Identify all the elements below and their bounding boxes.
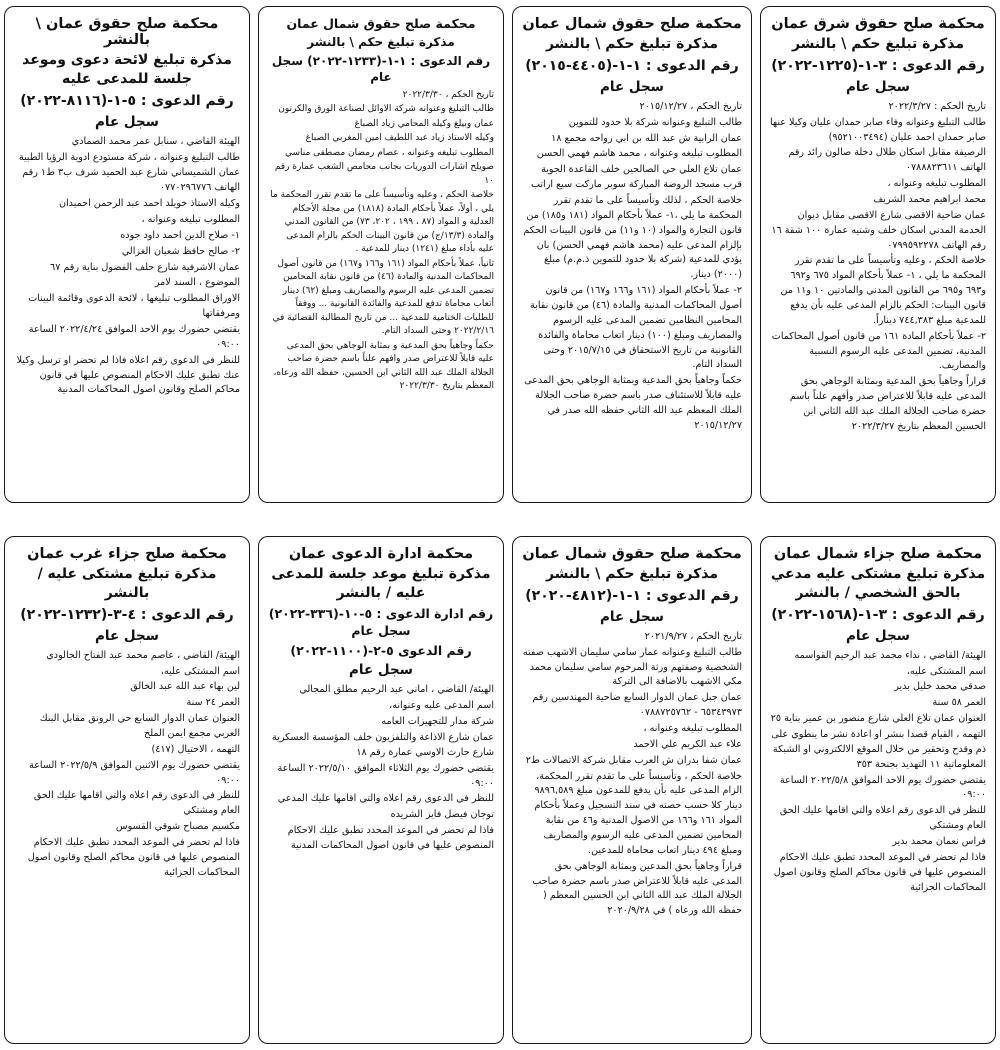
notice-line: للنظر في الدعوى رقم اعلاه فاذا لم تحضر او ترسل وكيلا عنك تطبق عليك الاحكام المنصوص عليها في قانون محاكم الصلح وقانون اصول المحاكمات المدنية [16,354,240,396]
case-number: رقم الدعوى : ١-١-(١٢٣٣-٢٠٢٢) سجل عام [271,54,491,85]
notice-line: صويلح اشارات الدوريات بجانب محامص الشعب عمارة رقم ١٠ [274,162,494,186]
notice-line: وكيله الاستاذ زياد عبد اللطيف امين المغربي الصباغ [305,133,494,144]
notice-line: وكيله الاستاذ خويلد احمد عبد الرحمن احميدان [58,198,240,210]
court-name: محكمة ادارة الدعوى عمان [288,546,474,562]
notice-7 [258,536,504,1044]
notice-type: مذكرة تبليغ حكم \ بالنشر [307,35,455,49]
notice-line: شركة مدار للتجهيزات العامه [381,716,494,728]
notice-line: العمر ٥٨ سنة [932,697,986,709]
notice-line: للنظر في الدعوى رقم اعلاه والتي اقامها عليك الحق العام ومشتكي [779,805,986,832]
notice-line: خلاصة الحكم ، لذلك وتأسيساً على ما تقدم تقرر المحكمة ما يلي ،١- عملاً بأحكام المواد (١٨١ و١٨٥) من قانون التجارة والمواد (١٠ و١١) من قانون البينات الحكم بإلزام المدعى عليه (محمد هاشم فهمي الحسن) بان يؤدي للمدعية (شركة بلا حدود للتموين ذ.م.م) مبلغ (٢٠٠٠) دينار. [523,194,742,281]
registry-label: سجل عام [846,627,910,644]
notice-line: تاريخ الحكم ، ٢٠٢١/٩/٢٧ [644,630,742,642]
notice-line: ٢- عملاً بأحكام المادة ١٦١ من قانون أصول المحاكمات المدنية، تضمين المدعى عليه الرسوم النسبية والمصاريف. [771,330,986,372]
registry-label: سجل عام [600,78,664,95]
notice-line: اسم المدعى عليه وعنوانه، [389,700,494,712]
notice-line: مكسيم مصباح شوقي القسوس [115,821,240,833]
registry-label: سجل عام [349,662,413,679]
court-name: محكمة صلح حقوق شمال عمان [522,546,742,562]
notice-body [268,683,494,853]
notice-line: الموضوع ، السند لامر [154,277,240,289]
registry-label: سجل عام [600,608,664,625]
notice-line: الاوراق المطلوب تبليغها ، لائحة الدعوى وقائمة البينات ومرفقاتها [28,293,240,320]
notice-type: مذكرة تبليغ مشتكى عليه مدعي بالحق الشخصي / بالنشر [770,566,986,601]
notice-line: تاريخ الحكم ، ٢٠١٥/١٢/٢٧ [639,100,742,112]
notice-type: مذكرة تبليغ حكم \ بالنشر [791,36,965,52]
court-name: محكمة صلح حقوق شمال عمان [286,16,476,31]
notice-5 [760,536,996,1044]
notice-line: عمان جبل عمان الدوار السابع ضاحية المهندسين رقم ٦٥٣٤٣٩٧٣ - ٠٧٨٨٧٢٥٧٦٢ [532,692,742,719]
notice-2 [512,6,752,503]
notice-4 [4,6,250,503]
case-number: رقم الدعوى : ٥-١-(٨١١٦-٢٠٢٢) [20,92,234,109]
notice-body [522,630,742,919]
notice-line: محمد ابراهيم محمد الشريف [873,193,986,205]
notice-line: خلاصة الحكم ، وتأسيساً على ما تقدم تقرر المحكمة، الزام المدعى عليه بأن يدفع للمدعون مبلغ ٩٨٩٦,٥٨٩ دينار كلا حسب حصته في سند التسجيل وعملاً بأحكام المواد ١٦١ و١٦٦ من الاصول المدنية و٤٦ من نقابة المحامين تضمين المدعى عليه الرسوم والمصاريف ومبلغ ٤٩٤ دينار اتعاب محاماة للمدعين. [534,770,742,856]
notice-line: فراس نعمان محمد بدير [892,835,986,847]
notice-line: عمان ضاحية الاقصى شارع الاقصى مقابل ديوان الخدمة المدني اسكان خلف وشتيه عمارة ١٠٠ شقة ١٦ رقم الهاتف ٠٧٩٩٥٩٢٢٧٨ [771,209,986,251]
notice-line: العنوان عمان الدوار السابع حي الرونق مقابل البنك العربي مجمع ايمن الملخ [39,713,240,739]
notice-line: عمان الرابية ش عبد الله بن ابي رواحه مجمع ١٨ [551,132,742,144]
notice-line: صدقي محمد خليل بدير [894,681,986,693]
notice-line: ٢- عملاً بأحكام المواد (١٦١ و١٦٦ و١٦٧) من قانون أصول المحاكمات المدنية والمادة (٤٦) من قانون نقابة المحامين النظامين تضمين المدعى عليه الرسوم والمصاريف ومبلغ (١٠٠) دينار اتعاب محاماة والفائدة القانونية من تاريخ الاستحقاق في ٢٠١٥/٧/١٥ وحتى السداد التام. [530,285,742,371]
registry-label: سجل عام [95,627,159,644]
notice-line: طالب التبليغ وعنوانه وفاء صابر حمدان عليان وكيلا عنها صابر حمدان احمد عليان (٩٥٢١٠٠٣٤٩٤) [770,116,986,143]
notice-line: العمر ٢٤ سنة [186,697,240,709]
notice-line: تاريخ الحكم : ٢٠٢٢/٣/٢٧ [888,100,986,112]
notice-line: لين بهاء عبد الله عبد الخالق [130,681,240,693]
notice-line: عمان وبيلغ وكيله المحامي زياد الصباغ [354,118,494,129]
notice-line: المطلوب تبليغه وعنوانه ، [887,178,986,190]
notice-type: مذكرة تبليغ مشتكى عليه / بالنشر [37,566,217,601]
notice-line: اسم المشتكى عليه، [160,665,240,677]
notice-line: المطلوب تبليغه وعنوانه ، عصام رمضان مصطفى مناسي [284,147,494,158]
notice-line: يقتضي حضورك يوم الاحد الموافق ٢٠٢٢/٤/٢٤ الساعة ٠٩:٠٠ [28,323,240,350]
notice-line: التهمه ، الاحتيال (٤١٧) [151,743,240,755]
notice-1 [760,6,996,503]
notice-line: توجان فيصل فايز الشريده [390,809,494,821]
notice-line: حكماً وجاهياً بحق المدعية و بمثابة الوجاهي بحق المدعى عليه قابلاً للاعتراض صدر وافهم علناً باسم حضرة صاحب الجلالة الملك عبد الله الثاني ابن الحسين، حفظه الله ورعاه، المعظم بتاريخ ٢٠٢٢/٣/٣٠ [273,340,494,392]
notice-line: المطلوب تبليغه وعنوانه ، [643,722,742,734]
registry-label: سجل عام [95,113,159,130]
notice-line: حكماً وجاهياً بحق المدعية وبمثابة الوجاهي بحق المدعى عليه قابلاً للاستئناف صدر باسم حضرة صاحب الجلالة الملك المعظم عبد الله الثاني حفظه الله صدر في ٢٠١٥/١٢/٢٧ [524,375,742,431]
notice-line: التهمه ، القيام قصدا بنشر او اعادة نشر ما ينطوي على ذم وقدح وتحقير من خلال الموقع الالكتروني او الشبكة المعلوماتية ١١ التهديد بجنحة ٣٥٣ [771,728,986,770]
case-number: رقم الدعوى : ٣-١-(١٢٢٥-٢٠٢٢) [771,57,985,74]
notice-line: الهيئة/ القاضي ، نداء محمد عبد الرحيم القواسمه [794,649,986,661]
notice-line: الهيئة القاضي ، سنابل عمر محمد الصمادي [71,135,240,147]
notice-line: العنوان عمان تلاع العلي شارع منصور بن عمير بناية ٢٥ [770,713,986,725]
notice-body [14,135,240,399]
notice-line: يقتضي حضورك يوم الاثنين الموافق ٢٠٢٢/٥/٩ الساعة ٠٩:٠٠ [29,759,240,786]
notice-line: عمان شفا بدران ش العرب مقابل شركة الاتصالات ط٢ [525,754,742,766]
notice-line: طالب التبليغ وعنوانه عمار سامي سليمان الاشهب صفته الشخصية وصفتهم ورثة المرحوم سامي سليمان محمد مكي الاشهب بالاضافة الى التركة [522,646,742,688]
notice-8 [4,536,250,1044]
notice-body [268,89,494,394]
notice-line: طالب التبليغ وعنوانه ، شركة مستودع ادوية الرؤيا الطبية [18,151,240,163]
notice-line: الهيئة/ القاضي ، عاصم محمد عبد الفتاح الجالودي [46,649,240,661]
case-number: رقم الدعوى : ١-١-(٤٨١٢-٢٠٢٠) [525,587,739,604]
notice-line: فاذا لم تحضر في الموعد المحدد تطبق عليك الاحكام المنصوص عليها في قانون محاكم الصلح وقانون اصول المحاكمات الجزائية [773,851,986,893]
notice-line: طالب التبليغ وعنوانه شركة بلا حدود للتموين [568,116,742,128]
case-number: رقم الدعوى : ٤-٣-(١٢٣٢-٢٠٢٢) [20,606,234,623]
notice-line: المطلوب تبليغه وعنوانه ، [141,213,240,225]
court-name: محكمة صلح جزاء شمال عمان [773,546,983,562]
notice-line: للنظر في الدعوى رقم اعلاه والتي اقامها عليك الحق العام ومشتكي [33,790,240,817]
notice-line: عمان الشميساني شارع عبد الحميد شرف ب٣ ط١ رقم الهاتف ٠٧٧٠٢٩٦٧٧٦ [22,167,240,194]
notice-type: مذكرة تبليغ لائحة دعوى وموعد جلسة للمدعى عليه [22,52,232,87]
court-name: محكمة صلح حقوق عمان \ بالنشر [35,16,219,48]
notice-line: عمان الاشرفية شارع حلف الفضول بناية رقم ٦٧ [50,261,240,273]
notice-line: الرصيفة مقابل اسكان طلال دخلة صالون رائد رقم الهاتف ٠٧٨٨٨٢٣٦١١ [788,147,986,174]
notice-line: الهيئة/ القاضي ، اماني عبد الرحيم مطلق المجالي [299,684,494,696]
court-name: محكمة صلح حقوق شمال عمان [522,16,742,32]
notice-type: مذكرة تبليغ موعد جلسة للمدعى عليه / بالنشر [271,566,491,601]
court-name: محكمة صلح جزاء غرب عمان [27,546,227,562]
case-number: رقم الدعوى : ٣-١-(١٥٦٨-٢٠٢٢) [771,606,985,623]
notice-body [770,649,986,896]
court-name: محكمة صلح حقوق شرق عمان [771,16,985,32]
notice-line: تاريخ الحكم ، ٢٠٢٢/٣/٣٠ [402,89,494,100]
notice-type: مذكرة تبليغ حكم \ بالنشر [545,566,719,582]
case-number: رقم الدعوى : ١-١-(٤٤٠٥-٢٠١٥) [525,57,739,74]
notice-line: المطلوب تبليغه وعنوانه ، محمد هاشم فهمي الحسن [536,148,742,160]
notice-3 [258,6,504,503]
notice-line: خلاصة الحكم ، وعليه وتأسيساً على ما تقدم تقرر المحكمة ما يلي ، أولاً، عملاً بأحكام المادة (١٨١٨) من مجلة الأحكام العدلية و المواد (٨٧ ، ١٩٩ ، ٢٠٢، ٧٣) من القانون المدني والمادة (١٣/٣/ج) من قانون البينات الحكم بالزام المدعى عليه بأداء مبلغ (١٢٤١) دينار للمدعية . [270,190,494,255]
notice-line: يقتضي حضورك يوم الثلاثاء الموافق ٢٠٢٢/٥/١٠ الساعة ٠٩:٠٠ [277,762,494,789]
notice-6 [512,536,752,1044]
notice-line: ١- صلاح الدين احمد داود جوده [120,229,240,241]
notice-line: عمان شارع الاذاعة والتلفزيون خلف المؤسسة العسكرية شارع حارث الاوسي عمارة رقم ١٨ [272,731,494,758]
notice-line: علاء عبد الكريم علي الاحمد [633,738,742,750]
notice-line: ٢- صالح حافظ شعبان الغزالي [121,245,240,257]
notice-line: عمان تلاع العلي حي الصالحين خلف القاعدة الجوية قرب مسجد الروضة المباركة سوبر ماركت سيع اراتب [530,164,742,191]
notice-line: قراراً وجاهياً بحق المدعين وبمثابة الوجاهي بحق المدعى عليه قابلاً للاعتراض صدر باسم حضرة صاحب الجلالة الملك عبد الله الثاني ابن الحسين المعظم ( حفظه الله ورعاه ) في ٢٠٢٠/٩/٢٨ [532,860,742,917]
notice-type: مذكرة تبليغ حكم \ بالنشر [545,36,719,52]
case-management-number: رقم ادارة الدعوى : ٥-١٠-(٣٣٦-٢٠٢٢) سجل عام [268,605,494,638]
notice-line: للنظر في الدعوى رقم اعلاه والتي اقامها عليك المدعي [277,793,494,805]
registry-label: سجل عام [846,78,910,95]
notice-line: اسم المشتكى عليه، [906,665,986,677]
notice-line: طالب التبليغ وعنوانه شركة الاوائل لصناعة الورق والكرتون [278,104,494,115]
notice-body [770,100,986,435]
notice-line: ثانياً، عملاً بأحكام المواد (١٦١ و١٦٦ و١٦٧) من قانون أصول المحاكمات المدنية والمادة (٤٦) من قانون نقابة المحامين تضمين المدعى عليه الرسوم والمصاريف ومبلغ (٦٢) دينار أتعاب محاماة تدفع للمدعية والفائدة القانونية ... ووفقاً للطلبات الختامية للمدعية ... من تاريخ المطالبة القضائية في ٢٠٢٢/٢/١٦ وحتى السداد التام. [272,258,494,337]
notice-line: فاذا لم تحضر في الموعد المحدد تطبق عليك الاحكام المنصوص عليها في قانون اصول المحاكمات المدنية [287,825,494,851]
notice-line: فاذا لم تحضر في الموعد المحدد تطبق عليك الاحكام المنصوص عليها في قانون محاكم الصلح وقانون اصول المحاكمات الجزائية [27,836,240,878]
notice-body [522,100,742,434]
case-number: رقم الدعوى ٥-٢-(١١٠٠-٢٠٢٢) [290,642,472,658]
notice-line: يقتضي حضورك يوم الاحد الموافق ٢٠٢٢/٥/٨ الساعة ٠٩:٠٠ [779,774,986,801]
notice-line: قراراً وجاهياً بحق المدعية وبمثابة الوجاهي بحق المدعى عليه قابلاً للاعتراض صدر وأفهم علناً باسم حضرة صاحب الجلالة الملك عبد الله الثاني ابن الحسين المعظم بتاريخ ٢٠٢٢/٣/٢٧ [789,376,986,432]
notice-body [14,649,240,881]
notice-line: خلاصة الحكم ، وعليه وتأسيساً على ما تقدم تقرر المحكمة ما يلي ، ١- عملاً بأحكام المواد ٦٧٥ و٦٩٢ و٦٩٣ و٦٩٥ من القانون المدني والمادتين ١٠ و١١ من قانون البينات: الحكم بالزام المدعى عليه بأن يدفع للمدعية مبلغ ٧٤٤,٣٨٣ ديناراً. [780,255,986,326]
